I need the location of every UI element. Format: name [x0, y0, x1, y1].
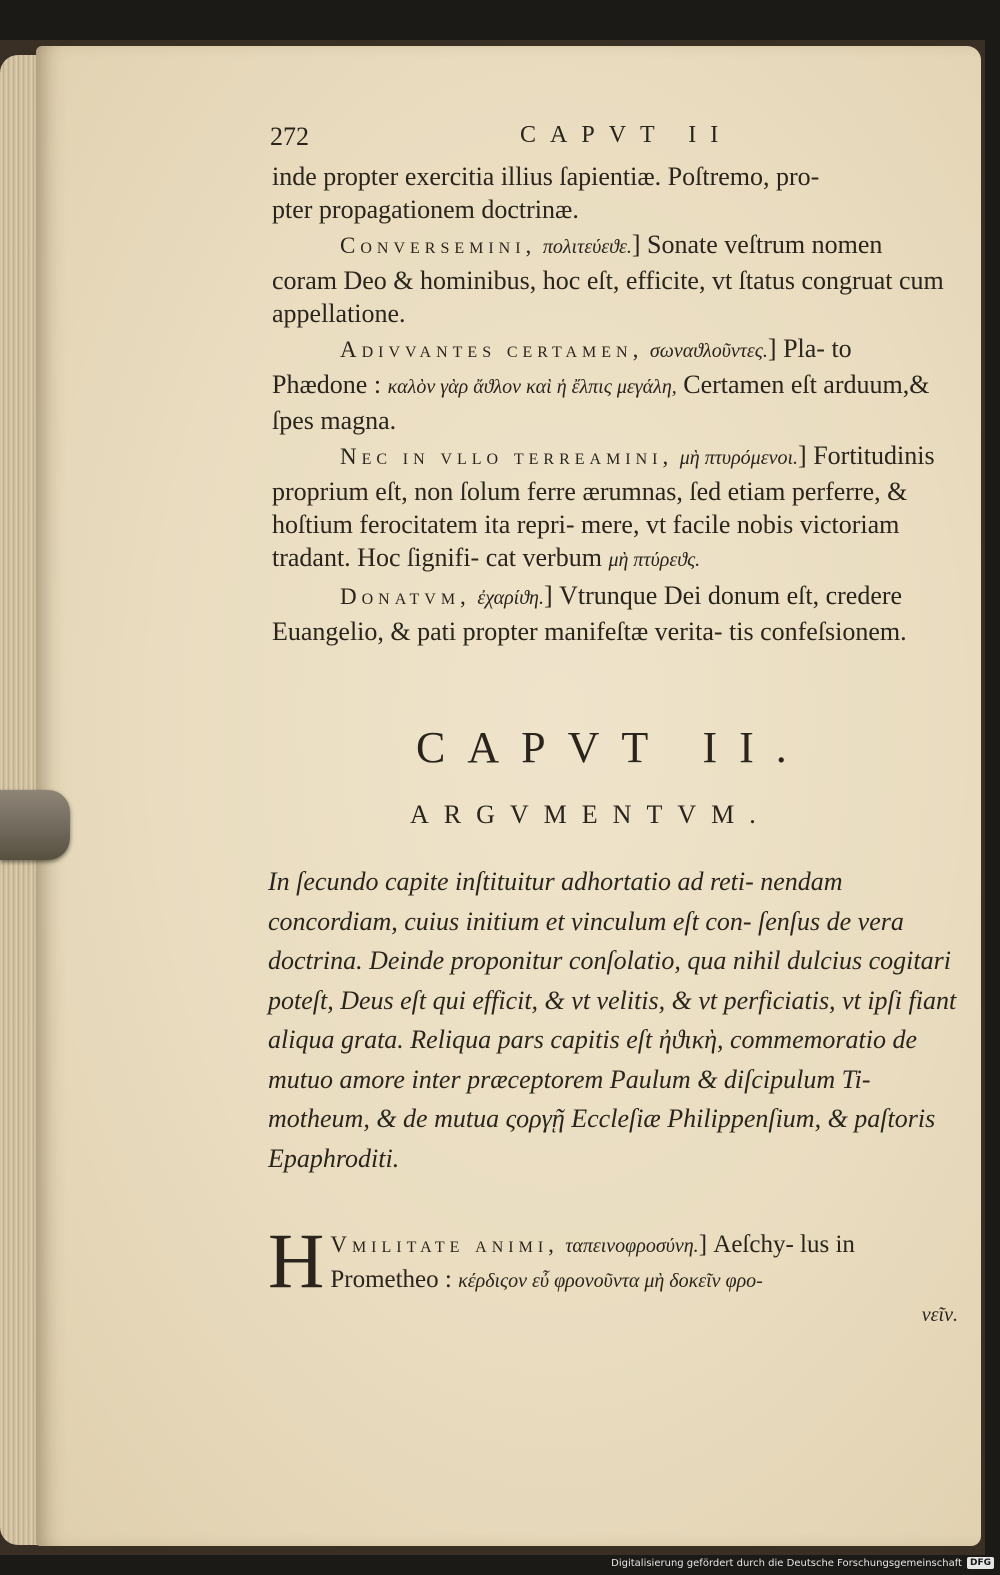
- final-paragraph: H Vmilitate animi, ταπεινοφροσύνη.] Aeſchy- lus in Prometheo : κέρδιςον εὖ φρονοῦντα μὴ δοκεῖν φρο- νεῖν.: [268, 1228, 958, 1332]
- lemma: Donatvm,: [340, 584, 471, 609]
- lemma: Vmilitate animi,: [330, 1232, 559, 1257]
- dfg-logo: DFG: [967, 1557, 994, 1569]
- argumentum-heading: ARGVMENTVM.: [410, 800, 771, 829]
- greek-tail: νεῖν.: [921, 1304, 958, 1326]
- greek-word: μὴ πτύρεϑς.: [608, 549, 701, 571]
- paragraph-5: Donatvm, ἐχαρίϑη.] Vtrunque Dei donum eſt, credere Euangelio, & pati propter manifeſtæ verita- tis confeſsionem.: [272, 581, 907, 646]
- footer-credit: [611, 1555, 994, 1571]
- lemma: Adivvantes certamen,: [340, 337, 644, 362]
- greek-gloss: σωναϑλοῦντες.: [649, 340, 768, 362]
- greek-gloss: πολιτεύεϑε.: [542, 236, 632, 258]
- running-title: CAPVT II: [520, 122, 733, 148]
- footer-text: Digitalisierung gefördert durch die Deutsche Forschungsgemeinschaft: [611, 1557, 962, 1569]
- greek-gloss: ταπεινοφροσύνη.: [565, 1235, 699, 1257]
- paragraph-3: Adivvantes certamen, σωναϑλοῦντες.] Pla- to Phædone : καλὸν γὰρ ἄϑλον καὶ ἡ ἔλπις μεγάλη, Certamen eſt arduum,& ſpes magna.: [272, 334, 930, 435]
- paragraph-2: Conversemini, πολιτεύεϑε.] Sonate veſtrum nomen coram Deo & hominibus, hoc eſt, efficite, vt ſtatus congruat cum appellatione.: [272, 230, 944, 328]
- paragraph-4: Nec in vllo terreamini, μὴ πτυρόμενοι.] Fortitudinis proprium eſt, non ſolum ferre ærumnas, ſed etiam perferre, & hoſtium ferocitatem ita repri- mere, vt facile nobis victoriam tradant. Hoc ſignifi- cat verbum μὴ πτύρεϑς.: [272, 441, 935, 572]
- lemma: Conversemini,: [340, 233, 537, 258]
- lemma: Nec in vllo terreamini,: [340, 444, 674, 469]
- book-clasp: [0, 790, 70, 860]
- page-number: 272: [270, 122, 309, 151]
- top-text-block: [272, 160, 952, 648]
- greek-gloss: μὴ πτυρόμενοι.: [679, 447, 799, 469]
- argumentum-text: In ſecundo capite inſtituitur adhortatio ad reti- nendam concordiam, cuius initium et vinculum eſt con- ſenſus de vera doctrina. Deinde proponitur conſolatio, qua nihil dulcius cogitari poteſt, Deus eſt qui efficit, & vt velitis, & vt perficiatis, vt ipſi fiant aliqua grata. Reliqua pars capitis eſt ἠϑικὴ, commemoratio de mutuo amore inter præceptorem Paulum & diſcipulum Ti- motheum, & de mutua ςοργῇ Eccleſiæ Philippenſium, & paſtoris Epaphroditi.: [268, 867, 957, 1173]
- greek-quote: καλὸν γὰρ ἄϑλον καὶ ἡ ἔλπις μεγάλη,: [387, 376, 677, 398]
- page-header: [270, 122, 950, 156]
- greek-gloss: ἐχαρίϑη.: [477, 587, 544, 609]
- drop-cap: H: [268, 1217, 325, 1304]
- chapter-heading: CAPVT II.: [416, 723, 809, 772]
- paragraph-1: inde propter exercitia illius ſapientiæ. Poſtremo, pro- pter propagationem doctrinæ.: [272, 162, 820, 224]
- greek-quote: κέρδιςον εὖ φρονοῦντα μὴ δοκεῖν φρο-: [458, 1270, 763, 1292]
